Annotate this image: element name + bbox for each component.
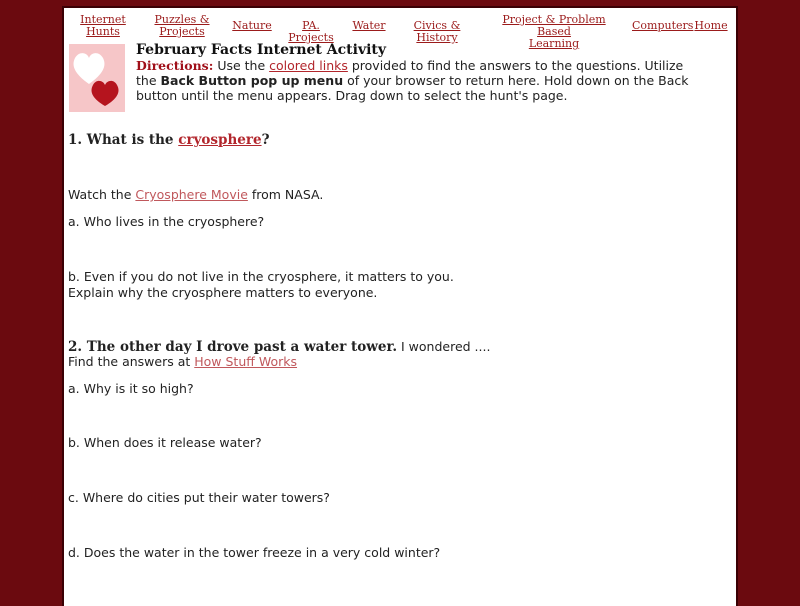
directions-text-part: Use the [213,58,270,73]
page-title: February Facts Internet Activity [136,42,387,58]
question-1 [68,132,269,148]
page-content [62,6,738,606]
nav-label: Learning [528,37,580,50]
nav-label: Project & Problem Based [502,13,606,38]
question-2c: c. Where do cities put their water towers? [68,490,330,505]
nav-label: Puzzles & [154,13,210,26]
nav-label: Hunts [86,25,120,38]
question-1-suffix: ? [261,132,270,148]
question-1-prefix: 1. What is the [68,132,179,148]
colored-links-link[interactable]: colored links [269,58,348,73]
nav-civics-history[interactable] [394,20,480,44]
heart-icon [69,44,125,112]
watch-text: Watch the [68,187,136,202]
question-1a: a. Who lives in the cryosphere? [68,214,265,229]
question-1b-line1: b. Even if you do not live in the cryosphere, it matters to you. [68,269,454,284]
nav-label: Nature [232,19,272,32]
nav-label: Internet [80,13,126,26]
nav-label: Home [694,19,728,32]
question-1b-line2: Explain why the cryosphere matters to everyone. [68,285,378,300]
nav-puzzles-projects[interactable] [152,14,212,38]
nav-label: Civics & History [413,19,461,44]
back-button-text: Back Button pop up menu [160,73,344,88]
how-stuff-works-link[interactable]: How Stuff Works [194,354,298,369]
hearts-image [69,44,125,112]
find-answers-line [68,354,297,370]
question-2-rest: I wondered .... [397,339,491,354]
nav-computers[interactable] [632,19,694,32]
nav-label: Computers [632,19,694,32]
watch-line [68,187,323,203]
find-text: Find the answers at [68,354,195,369]
nav-nature[interactable] [232,20,272,32]
directions-text [136,58,696,103]
question-2b: b. When does it release water? [68,435,262,450]
nav-label: PA. Projects [288,19,334,44]
nav-label: Water [352,19,386,32]
question-2 [68,339,490,355]
cryosphere-movie-link[interactable]: Cryosphere Movie [135,187,248,202]
nav-pa-projects[interactable] [278,20,344,44]
directions-text-part: of your browser to return here. Hold down on the Back button until the menu appears. Drag down to select the hunt's page. [136,73,689,103]
nav-water[interactable] [352,20,386,32]
question-2-bold: 2. The other day I drove past a water tower. [68,339,398,355]
nav-project-problem-based-learning[interactable] [486,14,622,50]
nav-home[interactable] [694,20,728,32]
directions-label: Directions: [136,58,214,73]
nav-label: Projects [159,25,205,38]
question-2a: a. Why is it so high? [68,381,194,396]
cryosphere-link[interactable]: cryosphere [178,132,262,148]
directions-text-part: provided to find the answers to the questions. Utilize the [136,58,684,88]
nav-internet-hunts[interactable] [78,14,128,38]
question-2d: d. Does the water in the tower freeze in a very cold winter? [68,545,441,560]
watch-text: from NASA. [247,187,324,202]
